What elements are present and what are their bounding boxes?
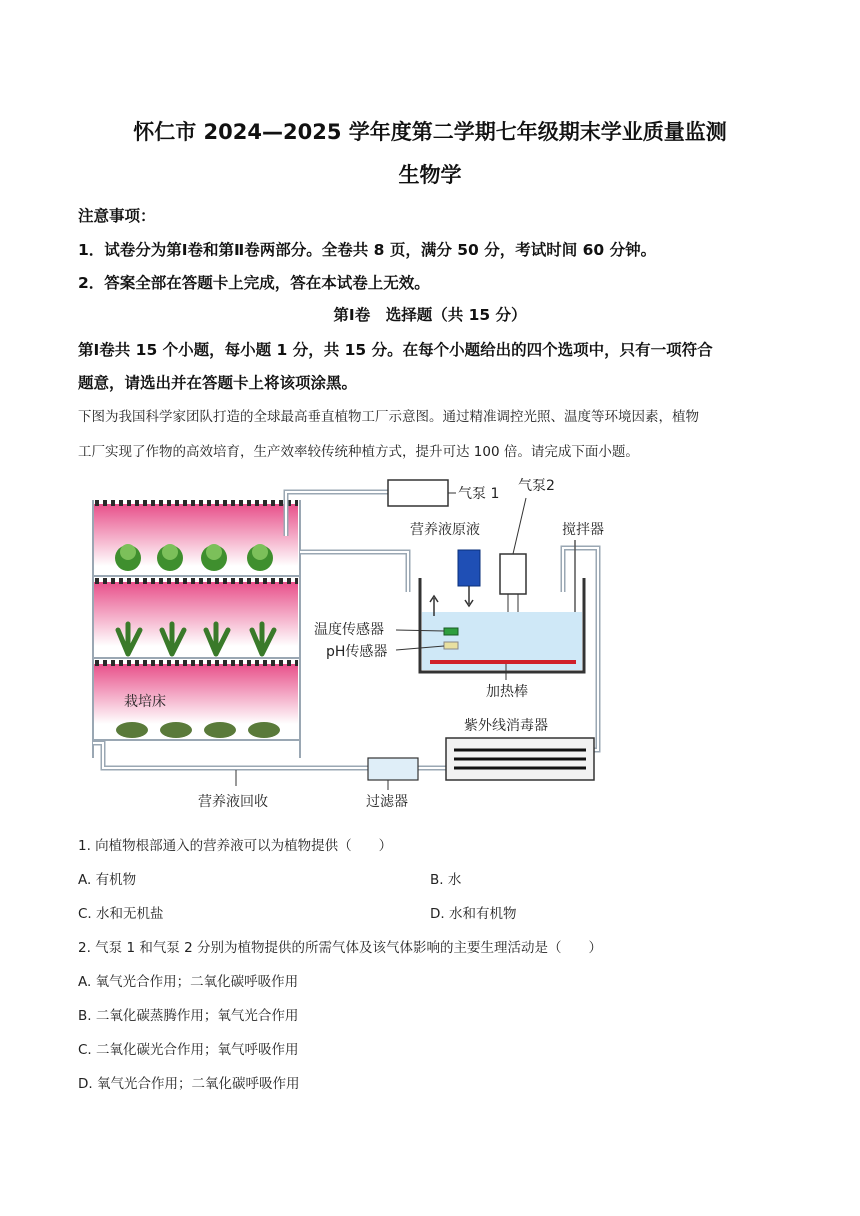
filter-label: 过滤器 <box>366 794 408 810</box>
pump2-label: 气泵2 <box>518 478 555 494</box>
pump1-label: 气泵 1 <box>458 486 500 502</box>
led-strip-2 <box>94 578 298 584</box>
ph-sensor-label: pH传感器 <box>326 644 388 660</box>
uv-label: 紫外线消毒器 <box>464 718 548 734</box>
temperature-sensor <box>444 628 458 635</box>
exam-title: 怀仁市 2024—2025 学年度第二学期七年级期末学业质量监测 <box>133 120 727 144</box>
question-1-option-a[interactable]: A. 有机物 <box>78 872 137 888</box>
notice-heading: 注意事项： <box>78 207 156 225</box>
intro-line-1: 下图为我国科学家团队打造的全球最高垂直植物工厂示意图。通过精准调控光照、温度等环境因素，植物 <box>78 409 699 425</box>
notice-item-1: 1．试卷分为第Ⅰ卷和第Ⅱ卷两部分。全卷共 8 页，满分 50 分，考试时间 60 分钟。 <box>78 241 657 259</box>
question-1-option-b[interactable]: B. 水 <box>430 872 462 888</box>
question-2-stem: 2. 气泵 1 和气泵 2 分别为植物提供的所需气体及该气体影响的主要生理活动是（ ） <box>78 940 603 956</box>
stirrer-label: 搅拌器 <box>562 522 604 538</box>
stock-label: 营养液原液 <box>410 522 480 538</box>
question-1-option-d[interactable]: D. 水和有机物 <box>430 906 517 922</box>
subject-title: 生物学 <box>398 163 462 187</box>
stock-solution-bottle <box>458 550 480 586</box>
grow-light-glow-2 <box>94 582 298 646</box>
section-instruction-2: 题意，请选出并在答题卡上将该项涂黑。 <box>78 374 358 392</box>
temp-sensor-label: 温度传感器 <box>314 622 384 638</box>
question-2-option-c[interactable]: C. 二氧化碳光合作用；氧气呼吸作用 <box>78 1042 299 1058</box>
plant-factory-diagram <box>78 468 608 813</box>
question-2-option-d[interactable]: D. 氧气光合作用；二氧化碳呼吸作用 <box>78 1076 300 1092</box>
heating-rod <box>430 660 576 664</box>
led-strip-3 <box>94 660 298 666</box>
section-instruction-1: 第Ⅰ卷共 15 个小题，每小题 1 分，共 15 分。在每个小题给出的四个选项中，只有一项符合 <box>78 341 713 359</box>
plants-tier-3 <box>116 722 280 738</box>
question-2-option-b[interactable]: B. 二氧化碳蒸腾作用；氧气光合作用 <box>78 1008 299 1024</box>
air-pump-2 <box>500 554 526 594</box>
heater-label: 加热棒 <box>486 684 528 700</box>
recycle-label: 营养液回收 <box>198 794 268 810</box>
filter <box>368 758 418 780</box>
led-strip-1 <box>94 500 298 506</box>
air-pump-1 <box>388 480 448 506</box>
question-2-option-a[interactable]: A. 氧气光合作用；二氧化碳呼吸作用 <box>78 974 299 990</box>
section-title: 第Ⅰ卷 选择题（共 15 分） <box>333 306 527 324</box>
question-1-option-c[interactable]: C. 水和无机盐 <box>78 906 164 922</box>
ph-sensor <box>444 642 458 649</box>
intro-line-2: 工厂实现了作物的高效培育，生产效率较传统种植方式，提升可达 100 倍。请完成下面小题。 <box>78 444 639 460</box>
notice-item-2: 2．答案全部在答题卡上完成，答在本试卷上无效。 <box>78 274 430 292</box>
question-1-stem: 1. 向植物根部通入的营养液可以为植物提供（ ） <box>78 838 393 854</box>
bed-label: 栽培床 <box>124 694 166 710</box>
